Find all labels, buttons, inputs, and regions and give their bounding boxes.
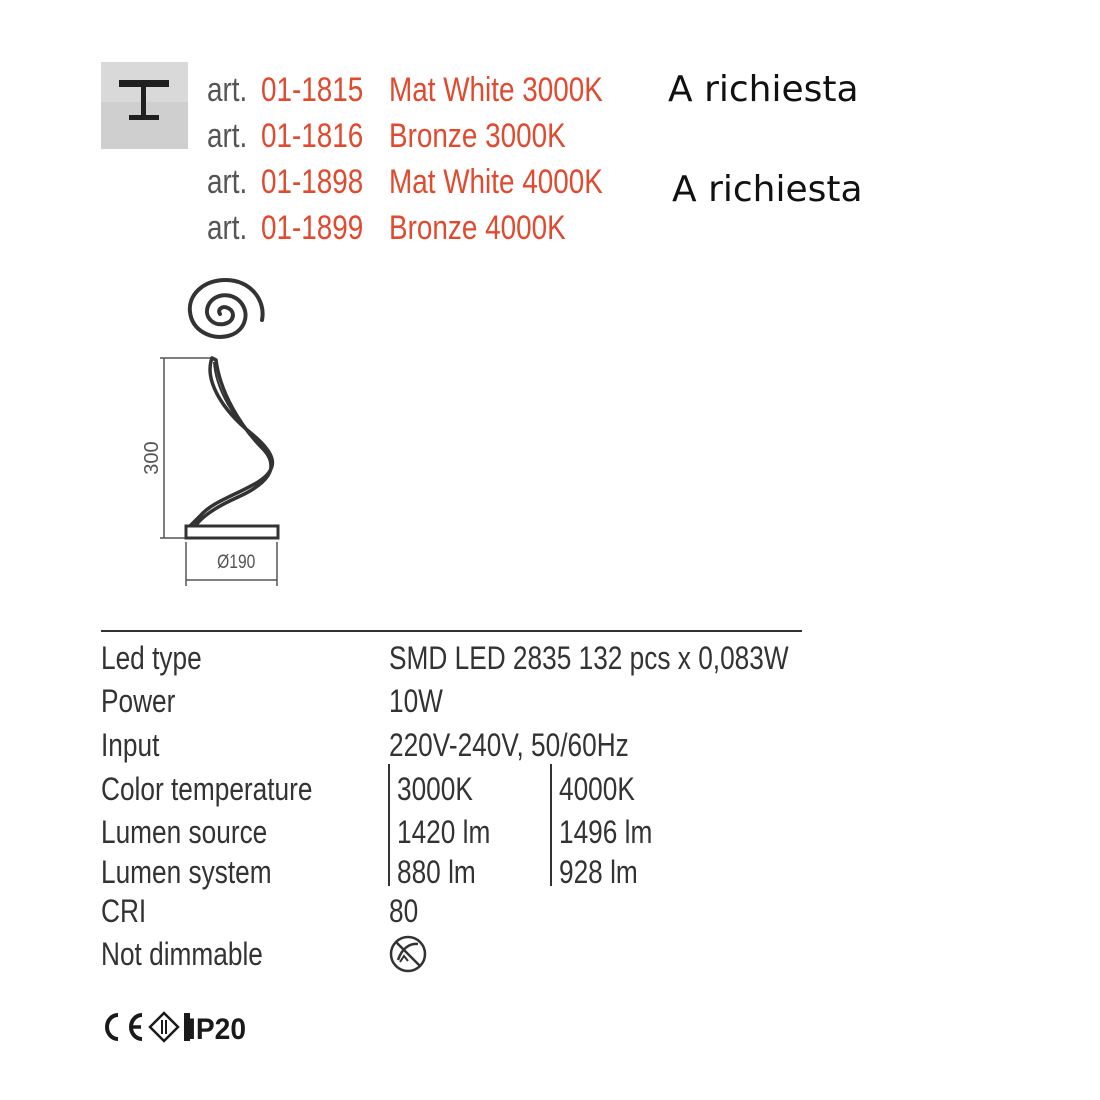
- spec-value: 10W: [389, 683, 443, 719]
- spec-value: 1496 lm: [559, 814, 653, 850]
- spec-label: CRI: [101, 893, 147, 929]
- spec-value: 220V-240V, 50/60Hz: [389, 727, 629, 763]
- article-code: 01-1815: [261, 71, 364, 109]
- spec-label: Lumen source: [101, 814, 268, 850]
- spec-label: Power: [101, 683, 176, 719]
- column-divider: [550, 764, 552, 886]
- ce-mark-icon: [107, 1015, 142, 1039]
- spec-label: Color temperature: [101, 771, 313, 807]
- certification-marks: [100, 1005, 260, 1049]
- not-dimmable-icon: [388, 934, 428, 974]
- specs-top-rule: [101, 630, 802, 632]
- spec-label: Not dimmable: [101, 936, 263, 972]
- spec-label: Input: [101, 727, 160, 763]
- spec-value: 880 lm: [397, 854, 476, 890]
- table-lamp-type-icon: [101, 62, 188, 149]
- spec-value: 4000K: [559, 771, 635, 807]
- article-description: Bronze 4000K: [389, 209, 566, 247]
- spec-value: 80: [389, 893, 419, 929]
- spec-value: SMD LED 2835 132 pcs x 0,083W: [389, 640, 789, 676]
- article-description: Mat White 4000K: [389, 163, 603, 201]
- height-dimension-label: 300: [141, 441, 163, 475]
- spec-label: Lumen system: [101, 854, 272, 890]
- column-divider: [388, 764, 390, 886]
- article-description: Mat White 3000K: [389, 71, 603, 109]
- ip-rating-label: IP20: [188, 1013, 246, 1046]
- on-request-note: A richiesta: [672, 169, 863, 210]
- article-code: 01-1899: [261, 209, 364, 247]
- diameter-dimension-label: Ø190: [216, 552, 256, 573]
- article-prefix: art.: [207, 209, 248, 247]
- class-ii-icon: [150, 1013, 178, 1041]
- spec-label: Led type: [101, 640, 202, 676]
- spec-value: 1420 lm: [397, 814, 491, 850]
- article-prefix: art.: [207, 71, 248, 109]
- article-code: 01-1816: [261, 117, 364, 155]
- spec-value: 3000K: [397, 771, 473, 807]
- article-prefix: art.: [207, 117, 248, 155]
- spiral-top-view-drawing: [184, 272, 268, 344]
- spec-value: 928 lm: [559, 854, 638, 890]
- on-request-note: A richiesta: [668, 69, 859, 110]
- article-prefix: art.: [207, 163, 248, 201]
- article-code: 01-1898: [261, 163, 364, 201]
- article-description: Bronze 3000K: [389, 117, 566, 155]
